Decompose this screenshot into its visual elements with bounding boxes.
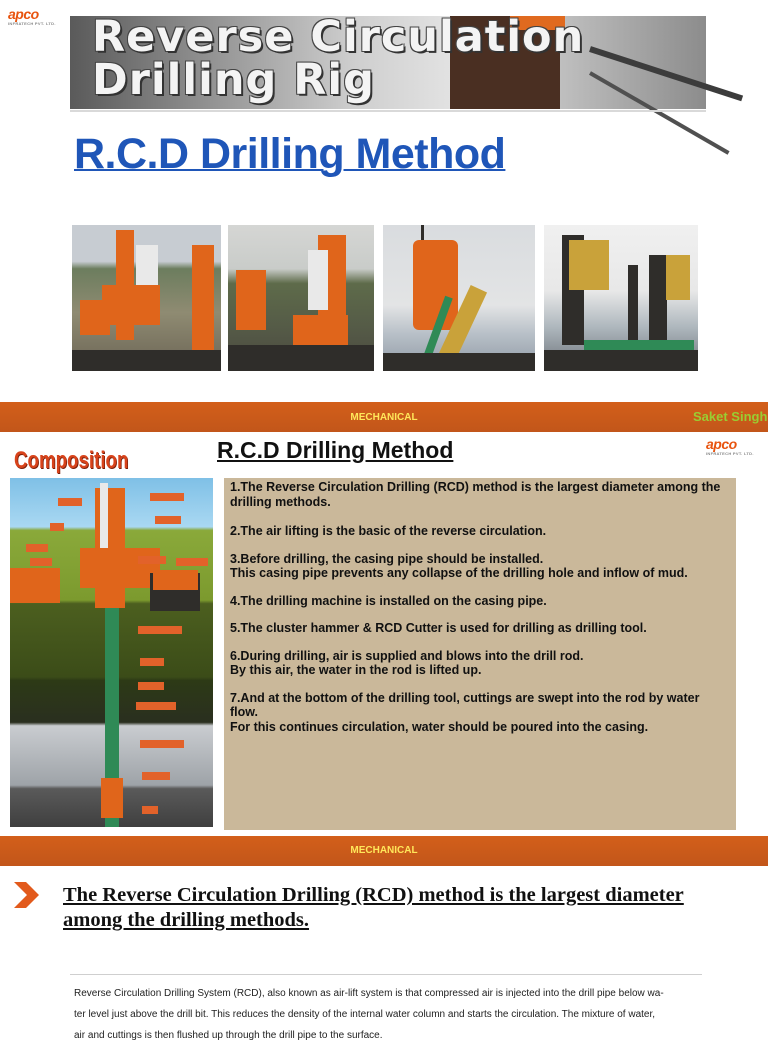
point-2: 2.The air lifting is the basic of the reverse circulation. bbox=[230, 524, 547, 538]
banner-title-line2: Drilling Rig bbox=[92, 55, 375, 105]
section-bar-label: MECHANICAL bbox=[350, 412, 418, 423]
rig-photo-3 bbox=[383, 225, 535, 371]
method-points-panel bbox=[224, 478, 736, 830]
point-6: 6.During drilling, air is supplied and blows into the drill rod. By this air, the water in the rod is lifted up. bbox=[230, 648, 584, 677]
section-bar-label: MECHANICAL bbox=[350, 845, 418, 856]
section-bar-top bbox=[0, 402, 768, 432]
logo-brand: apco bbox=[706, 436, 737, 452]
paragraph-divider bbox=[70, 974, 702, 975]
chevron-right-icon bbox=[12, 880, 40, 910]
logo-subtitle: INFRATECH PVT. LTD. bbox=[8, 21, 56, 26]
logo-brand: apco bbox=[8, 6, 39, 22]
statement-line-2: among the drilling methods. bbox=[63, 909, 310, 931]
point-7: 7.And at the bottom of the drilling tool, cuttings are swept into the rod by water flow. For this continues circulation, water should be poured into the casing. bbox=[230, 690, 700, 734]
rcd-description-paragraph: Reverse Circulation Drilling System (RCD), also known as air-lift system is that compressed air is injected into the drill pipe below wa- ter level just above the drill bit. This reduces the density of the internal water column and starts the circulation. The mixture of water, air and cuttings is then flushed up through the drill pipe to the surface. bbox=[74, 988, 664, 1041]
banner-divider bbox=[70, 110, 706, 112]
composition-label: Composition bbox=[14, 447, 129, 474]
rig-photo-1 bbox=[72, 225, 221, 371]
banner-title-line1: Reverse Circulation bbox=[92, 12, 585, 62]
statement-heading bbox=[63, 883, 753, 933]
logo-subtitle: INFRATECH PVT. LTD. bbox=[706, 451, 754, 456]
banner-crane-beam bbox=[589, 46, 743, 101]
author-name: Saket Singh bbox=[693, 409, 768, 424]
apco-logo-2 bbox=[706, 438, 754, 456]
statement-line-1: The Reverse Circulation Drilling (RCD) method is the largest diameter bbox=[63, 884, 684, 906]
page-title: R.C.D Drilling Method bbox=[74, 130, 506, 178]
rcd-composition-diagram bbox=[10, 478, 213, 827]
section-heading: R.C.D Drilling Method bbox=[217, 437, 454, 463]
section-bar-bottom bbox=[0, 836, 768, 866]
point-1: 1.The Reverse Circulation Drilling (RCD) method is the largest diameter among the drilling methods. bbox=[230, 480, 721, 509]
banner-title bbox=[92, 12, 585, 105]
rig-photo-4 bbox=[544, 225, 698, 371]
title-banner bbox=[70, 12, 706, 109]
apco-logo bbox=[8, 8, 56, 26]
point-4: 4.The drilling machine is installed on the casing pipe. bbox=[230, 593, 547, 608]
point-5: 5.The cluster hammer & RCD Cutter is used for drilling as drilling tool. bbox=[230, 621, 647, 635]
rig-photo-2 bbox=[228, 225, 374, 371]
point-3: 3.Before drilling, the casing pipe should be installed. This casing pipe prevents any collapse of the drilling hole and inflow of mud. bbox=[230, 551, 688, 580]
